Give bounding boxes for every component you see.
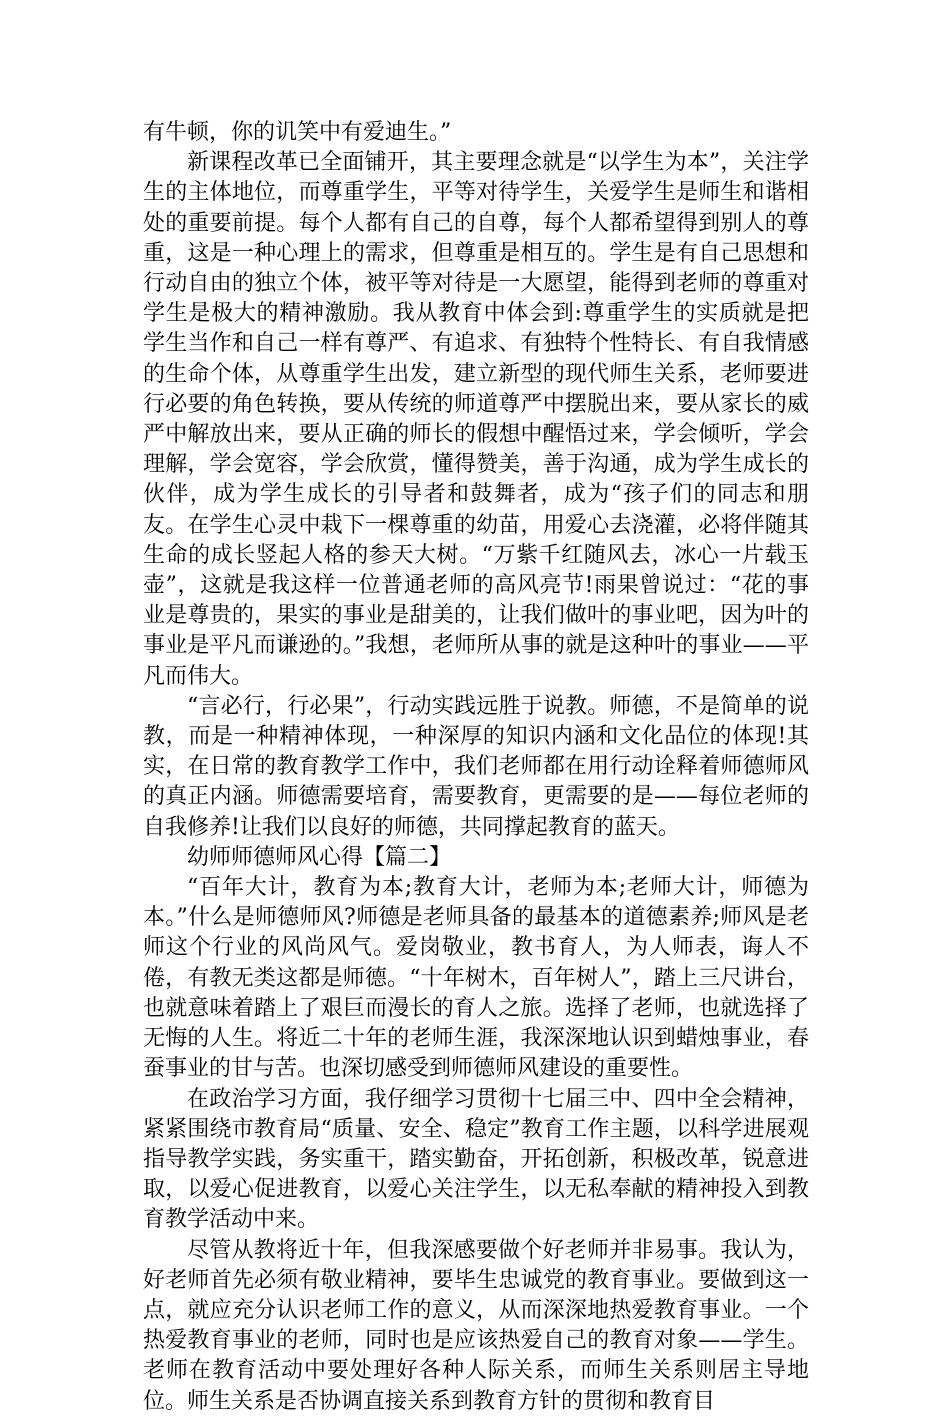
paragraph-continuation: 有牛顿，你的讥笑中有爱迪生。”	[143, 120, 452, 145]
document-page	[143, 118, 809, 1417]
paragraph-political-study: 在政治学习方面，我仔细学习贯彻十七届三中、四中全会精神，紧紧围绕市教育局“质量、安全、稳定”教育工作主题，以科学进展观指导教学实践，务实重干，踏实勤奋，开拓创新，积极改革，锐意进取，以爱心促进教育，以爱心关注学生，以无私奉献的精神投入到教育教学活动中来。	[143, 1086, 809, 1233]
paragraph-action-over-words: “言必行，行必果”，行动实践远胜于说教。师德，不是简单的说教，而是一种精神体现，一种深厚的知识内涵和文化品位的体现!其实，在日常的教育教学工作中，我们老师都在用行动诠释着师德师风的真正内涵。师德需要培育，需要教育，更需要的是——每位老师的自我修养!让我们以良好的师德，共同撑起教育的蓝天。	[143, 693, 809, 840]
paragraph-teacher-ethics-basis: “百年大计，教育为本;教育大计，老师为本;老师大计，师德为本。”什么是师德师风?师德是老师具备的最基本的道德素养;师风是老师这个行业的风尚风气。爱岗敬业，教书育人，为人师表，诲人不倦，有教无类这都是师德。“十年树木，百年树人”，踏上三尺讲台，也就意味着踏上了艰巨而漫长的育人之旅。选择了老师，也就选择了无悔的人生。将近二十年的老师生涯，我深深地认识到蜡烛事业，春蚕事业的甘与苦。也深切感受到师德师风建设的重要性。	[143, 875, 809, 1082]
paragraph-respect-students: 新课程改革已全面铺开，其主要理念就是“以学生为本”，关注学生的主体地位，而尊重学生，平等对待学生，关爱学生是师生和谐相处的重要前提。每个人都有自己的自尊，每个人都希望得到别人的尊重，这是一种心理上的需求，但尊重是相互的。学生是有自己思想和行动自由的独立个体，被平等对待是一大愿望，能得到老师的尊重对学生是极大的精神激励。我从教育中体会到:尊重学生的实质就是把学生当作和自己一样有尊严、有追求、有独特个性特长、有自我情感的生命个体，从尊重学生出发，建立新型的现代师生关系，老师要进行必要的角色转换，要从传统的师道尊严中摆脱出来，要从家长的威严中解放出来，要从正确的师长的假想中醒悟过来，学会倾听，学会理解，学会宽容，学会欣赏，懂得赞美，善于沟通，成为学生成长的伙伴，成为学生成长的引导者和鼓舞者，成为“孩子们的同志和朋友。在学生心灵中栽下一棵尊重的幼苗，用爱心去浇灌，必将伴随其生命的成长竖起人格的参天大树。“万紫千红随风去，冰心一片载玉壶”，这就是我这样一位普通老师的高风亮节!雨果曾说过：“花的事业是尊贵的，果实的事业是甜美的，让我们做叶的事业吧，因为叶的事业是平凡而谦逊的。”我想，老师所从事的就是这种叶的事业——平凡而伟大。	[143, 150, 809, 689]
section-heading: 幼师师德师风心得【篇二】	[187, 844, 452, 870]
paragraph-good-teacher: 尽管从教将近十年，但我深感要做个好老师并非易事。我认为，好老师首先必须有敬业精神，要毕生忠诚党的教育事业。要做到这一点，就应充分认识老师工作的意义，从而深深地热爱教育事业。一个热爱教育事业的老师，同时也是应该热爱自己的教育对象——学生。老师在教育活动中要处理好各种人际关系，而师生关系则居主导地位。师生关系是否协调直接关系到教育方针的贯彻和教育目	[143, 1237, 809, 1414]
